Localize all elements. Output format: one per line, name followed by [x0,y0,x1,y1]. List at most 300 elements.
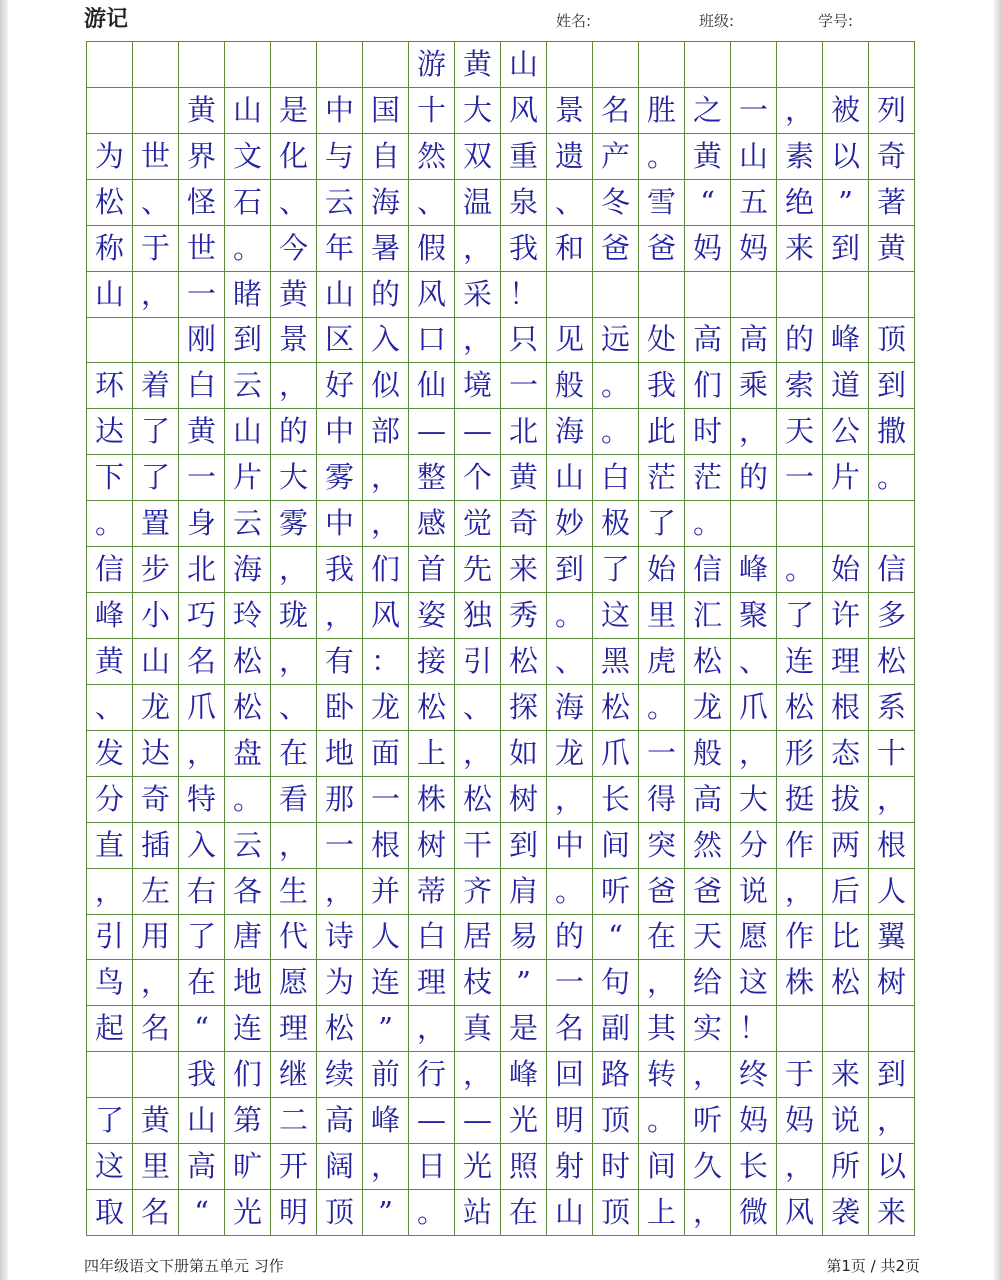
grid-cell: 到 [869,1052,915,1098]
grid-cell [823,1006,869,1052]
grid-cell: 根 [823,685,869,731]
grid-cell: 中 [317,88,363,134]
grid-cell: 所 [823,1144,869,1190]
grid-cell: 个 [455,455,501,501]
grid-cell: 山 [501,42,547,88]
grid-cell: ， [133,272,179,318]
grid-cell: 大 [731,777,777,823]
grid-cell: 。 [869,455,915,501]
grid-cell: 松 [225,639,271,685]
grid-cell [133,88,179,134]
grid-cell: 了 [133,409,179,455]
grid-cell: ” [823,180,869,226]
grid-cell [593,272,639,318]
grid-cell: 冬 [593,180,639,226]
grid-cell: 理 [409,960,455,1006]
grid-cell: 引 [87,915,133,961]
grid-cell: 地 [317,731,363,777]
grid-cell: 到 [225,318,271,364]
grid-cell: 白 [409,915,455,961]
grid-cell [179,42,225,88]
grid-cell: 长 [731,1144,777,1190]
grid-cell: 峰 [363,1098,409,1144]
grid-cell: ， [455,318,501,364]
grid-cell [731,501,777,547]
grid-cell: 妈 [731,1098,777,1144]
grid-cell [777,42,823,88]
grid-cell: 秀 [501,593,547,639]
grid-cell: 高 [317,1098,363,1144]
grid-cell: 茫 [685,455,731,501]
grid-cell: 来 [869,1190,915,1236]
grid-cell: 名 [133,1190,179,1236]
grid-cell: 取 [87,1190,133,1236]
grid-cell: 上 [409,731,455,777]
grid-cell [133,318,179,364]
grid-cell: 十 [409,88,455,134]
grid-cell: 达 [87,409,133,455]
grid-cell: 顶 [593,1190,639,1236]
grid-cell: ， [271,547,317,593]
grid-cell: 拔 [823,777,869,823]
grid-cell: 姿 [409,593,455,639]
grid-cell: 黄 [455,42,501,88]
grid-cell: 们 [363,547,409,593]
grid-cell: 小 [133,593,179,639]
grid-cell: 置 [133,501,179,547]
grid-cell: ， [317,593,363,639]
grid-cell: 山 [225,88,271,134]
grid-cell: — [409,1098,455,1144]
grid-cell: 撒 [869,409,915,455]
grid-cell: ” [501,960,547,1006]
grid-cell: 北 [179,547,225,593]
grid-cell: 真 [455,1006,501,1052]
name-field-label: 姓名: [556,12,592,30]
grid-cell: ， [363,1144,409,1190]
grid-cell: 态 [823,731,869,777]
grid-cell: 妈 [685,226,731,272]
grid-cell: 作 [777,823,823,869]
grid-cell: ， [271,363,317,409]
grid-cell: 山 [225,409,271,455]
grid-cell: 了 [133,455,179,501]
grid-cell: 文 [225,134,271,180]
grid-cell: 峰 [823,318,869,364]
grid-cell: 愿 [731,915,777,961]
grid-cell: 理 [271,1006,317,1052]
grid-cell: 旷 [225,1144,271,1190]
grid-cell: 整 [409,455,455,501]
grid-cell: 干 [455,823,501,869]
grid-cell: 了 [593,547,639,593]
grid-cell: 起 [87,1006,133,1052]
grid-cell: 。 [593,409,639,455]
grid-cell: 了 [87,1098,133,1144]
grid-cell: 根 [869,823,915,869]
grid-cell: 片 [225,455,271,501]
grid-cell: 。 [639,1098,685,1144]
grid-cell: 右 [179,869,225,915]
grid-cell: 实 [685,1006,731,1052]
grid-cell: 来 [501,547,547,593]
grid-cell: 以 [869,1144,915,1190]
grid-cell: 聚 [731,593,777,639]
grid-cell: 今 [271,226,317,272]
grid-cell [685,272,731,318]
grid-cell: 顶 [593,1098,639,1144]
grid-cell: 玲 [225,593,271,639]
grid-cell: ！ [731,1006,777,1052]
grid-cell: 信 [87,547,133,593]
grid-cell: 始 [823,547,869,593]
grid-cell: 松 [317,1006,363,1052]
grid-cell: 山 [731,134,777,180]
grid-cell: 黄 [179,88,225,134]
grid-cell: 中 [547,823,593,869]
grid-cell: 这 [593,593,639,639]
grid-cell: 面 [363,731,409,777]
grid-cell: 好 [317,363,363,409]
grid-cell: 其 [639,1006,685,1052]
grid-cell: 句 [593,960,639,1006]
grid-cell: 时 [685,409,731,455]
grid-cell [133,42,179,88]
grid-cell: ， [271,639,317,685]
grid-cell: 形 [777,731,823,777]
grid-cell: 树 [869,960,915,1006]
grid-cell: 海 [547,409,593,455]
grid-cell: ， [731,409,777,455]
grid-cell: 峰 [731,547,777,593]
grid-cell: 称 [87,226,133,272]
grid-cell: 奇 [501,501,547,547]
grid-cell: 、 [271,685,317,731]
grid-cell: 爸 [593,226,639,272]
footer-unit-label: 四年级语文下册第五单元 习作 [84,1257,284,1275]
grid-cell: ， [639,960,685,1006]
grid-cell: 一 [547,960,593,1006]
grid-cell: 我 [639,363,685,409]
grid-cell: 。 [685,501,731,547]
grid-cell: 们 [685,363,731,409]
grid-cell: 怪 [179,180,225,226]
grid-cell: 时 [593,1144,639,1190]
grid-cell: 暑 [363,226,409,272]
grid-cell: 松 [869,639,915,685]
grid-cell: 到 [823,226,869,272]
grid-cell [731,42,777,88]
grid-cell: 中 [317,501,363,547]
grid-cell: 我 [179,1052,225,1098]
grid-cell: 重 [501,134,547,180]
grid-cell [777,501,823,547]
grid-cell: 。 [225,226,271,272]
grid-cell: 身 [179,501,225,547]
grid-cell: 天 [685,915,731,961]
grid-cell: 环 [87,363,133,409]
grid-cell: 游 [409,42,455,88]
grid-cell: 仙 [409,363,455,409]
grid-cell: 里 [133,1144,179,1190]
grid-cell: 素 [777,134,823,180]
grid-cell: 风 [409,272,455,318]
grid-cell: 峰 [501,1052,547,1098]
grid-cell: 云 [225,823,271,869]
grid-cell: 连 [363,960,409,1006]
grid-cell: 绝 [777,180,823,226]
grid-cell: 妈 [731,226,777,272]
grid-cell: 景 [547,88,593,134]
grid-cell: 了 [179,915,225,961]
grid-cell: 自 [363,134,409,180]
grid-cell: 茫 [639,455,685,501]
grid-cell: 分 [87,777,133,823]
grid-cell: 爪 [179,685,225,731]
grid-cell: 、 [455,685,501,731]
grid-cell: 界 [179,134,225,180]
grid-cell: 龙 [363,685,409,731]
grid-cell: 为 [87,134,133,180]
grid-cell: 。 [225,777,271,823]
grid-cell: 照 [501,1144,547,1190]
grid-cell: 松 [823,960,869,1006]
grid-cell: 似 [363,363,409,409]
grid-cell: 奇 [133,777,179,823]
grid-cell: 于 [777,1052,823,1098]
grid-cell: 左 [133,869,179,915]
grid-cell: 如 [501,731,547,777]
grid-cell: 名 [547,1006,593,1052]
grid-cell: 著 [869,180,915,226]
grid-cell: 风 [777,1190,823,1236]
grid-cell: 是 [501,1006,547,1052]
grid-cell: 和 [547,226,593,272]
grid-cell: 般 [685,731,731,777]
grid-cell: ， [731,731,777,777]
grid-cell [271,42,317,88]
grid-cell: 我 [317,547,363,593]
grid-cell: 爪 [731,685,777,731]
grid-cell: 妙 [547,501,593,547]
grid-cell: 被 [823,88,869,134]
grid-cell: ” [363,1006,409,1052]
grid-cell: 顶 [317,1190,363,1236]
grid-cell: 发 [87,731,133,777]
grid-cell: 年 [317,226,363,272]
grid-cell: 松 [87,180,133,226]
grid-cell: 雾 [317,455,363,501]
grid-cell: 黄 [271,272,317,318]
grid-cell: 在 [179,960,225,1006]
grid-cell [363,42,409,88]
grid-cell: 松 [455,777,501,823]
grid-cell: 名 [179,639,225,685]
grid-cell: 人 [869,869,915,915]
grid-cell: 白 [593,455,639,501]
grid-cell: 代 [271,915,317,961]
grid-cell: 境 [455,363,501,409]
grid-cell: 见 [547,318,593,364]
grid-cell: 。 [639,685,685,731]
grid-cell: 诗 [317,915,363,961]
grid-cell: 许 [823,593,869,639]
grid-cell: 齐 [455,869,501,915]
grid-cell: 射 [547,1144,593,1190]
grid-cell: 树 [501,777,547,823]
grid-cell: 了 [639,501,685,547]
grid-cell: 海 [363,180,409,226]
grid-cell: 然 [409,134,455,180]
grid-cell: — [455,1098,501,1144]
grid-cell: 下 [87,455,133,501]
grid-cell: 系 [869,685,915,731]
grid-cell: 世 [179,226,225,272]
grid-cell: 云 [225,501,271,547]
grid-cell: 终 [731,1052,777,1098]
grid-cell: 景 [271,318,317,364]
grid-cell: 、 [547,639,593,685]
grid-cell: ： [363,639,409,685]
grid-cell: 多 [869,593,915,639]
grid-cell: 易 [501,915,547,961]
grid-cell [547,42,593,88]
grid-cell: 、 [133,180,179,226]
grid-cell: 副 [593,1006,639,1052]
grid-cell: 中 [317,409,363,455]
grid-cell: 一 [363,777,409,823]
grid-cell: 鸟 [87,960,133,1006]
grid-cell: 松 [501,639,547,685]
grid-cell: — [455,409,501,455]
grid-cell: 刚 [179,318,225,364]
grid-cell: 爸 [639,226,685,272]
grid-cell: 一 [501,363,547,409]
grid-cell: 十 [869,731,915,777]
grid-cell: 回 [547,1052,593,1098]
grid-cell [593,42,639,88]
grid-cell: 黑 [593,639,639,685]
grid-cell: 并 [363,869,409,915]
grid-cell: 。 [87,501,133,547]
grid-cell: 索 [777,363,823,409]
grid-cell: 明 [547,1098,593,1144]
grid-cell: 双 [455,134,501,180]
grid-cell: 、 [731,639,777,685]
grid-cell: 虎 [639,639,685,685]
grid-cell: 珑 [271,593,317,639]
grid-cell: “ [593,915,639,961]
grid-cell: 枝 [455,960,501,1006]
grid-cell: “ [179,1190,225,1236]
grid-cell [823,42,869,88]
grid-cell: 山 [317,272,363,318]
grid-cell: ， [363,501,409,547]
grid-cell: 唐 [225,915,271,961]
grid-cell: 极 [593,501,639,547]
grid-cell: 行 [409,1052,455,1098]
grid-cell: 口 [409,318,455,364]
grid-cell: 黄 [685,134,731,180]
grid-cell: 列 [869,88,915,134]
grid-cell: 插 [133,823,179,869]
grid-cell: 后 [823,869,869,915]
grid-cell: 用 [133,915,179,961]
grid-cell: 松 [593,685,639,731]
grid-cell: 。 [639,134,685,180]
grid-cell: ， [87,869,133,915]
grid-cell: 乘 [731,363,777,409]
grid-cell: 一 [777,455,823,501]
grid-cell: 说 [731,869,777,915]
grid-cell: ， [271,823,317,869]
grid-cell: 听 [593,869,639,915]
grid-cell: 树 [409,823,455,869]
grid-cell: 山 [179,1098,225,1144]
grid-cell: 光 [501,1098,547,1144]
grid-cell: 公 [823,409,869,455]
grid-cell: ， [455,1052,501,1098]
grid-cell: 的 [731,455,777,501]
grid-cell: 之 [685,88,731,134]
grid-cell: ， [547,777,593,823]
page-edge-right [994,0,1002,1280]
grid-cell: 风 [501,88,547,134]
grid-cell [777,272,823,318]
grid-cell: 峰 [87,593,133,639]
grid-cell: 直 [87,823,133,869]
grid-cell: 巧 [179,593,225,639]
grid-cell: 黄 [179,409,225,455]
grid-cell: 在 [501,1190,547,1236]
grid-cell: 了 [777,593,823,639]
grid-cell: 龙 [685,685,731,731]
grid-cell: 温 [455,180,501,226]
grid-cell: 、 [547,180,593,226]
grid-cell: 采 [455,272,501,318]
grid-cell: ， [777,88,823,134]
grid-cell: 。 [409,1190,455,1236]
grid-cell: 高 [685,777,731,823]
grid-cell: 阔 [317,1144,363,1190]
grid-cell [823,501,869,547]
grid-cell: 说 [823,1098,869,1144]
grid-cell: 、 [87,685,133,731]
grid-cell: 松 [777,685,823,731]
grid-cell: 雾 [271,501,317,547]
grid-cell: 在 [639,915,685,961]
grid-cell [225,42,271,88]
grid-cell: 站 [455,1190,501,1236]
grid-cell: 爸 [685,869,731,915]
grid-cell: 山 [87,272,133,318]
student-number-label: 学号: [818,12,854,30]
grid-cell: 是 [271,88,317,134]
grid-cell: — [409,409,455,455]
grid-cell: 山 [547,1190,593,1236]
grid-cell: 此 [639,409,685,455]
grid-cell: 续 [317,1052,363,1098]
grid-cell: 区 [317,318,363,364]
grid-cell: 顶 [869,318,915,364]
grid-cell: ！ [501,272,547,318]
grid-cell: 大 [455,88,501,134]
grid-cell: 间 [593,823,639,869]
grid-cell: 于 [133,226,179,272]
grid-cell: 有 [317,639,363,685]
grid-cell: ， [133,960,179,1006]
grid-cell: 前 [363,1052,409,1098]
